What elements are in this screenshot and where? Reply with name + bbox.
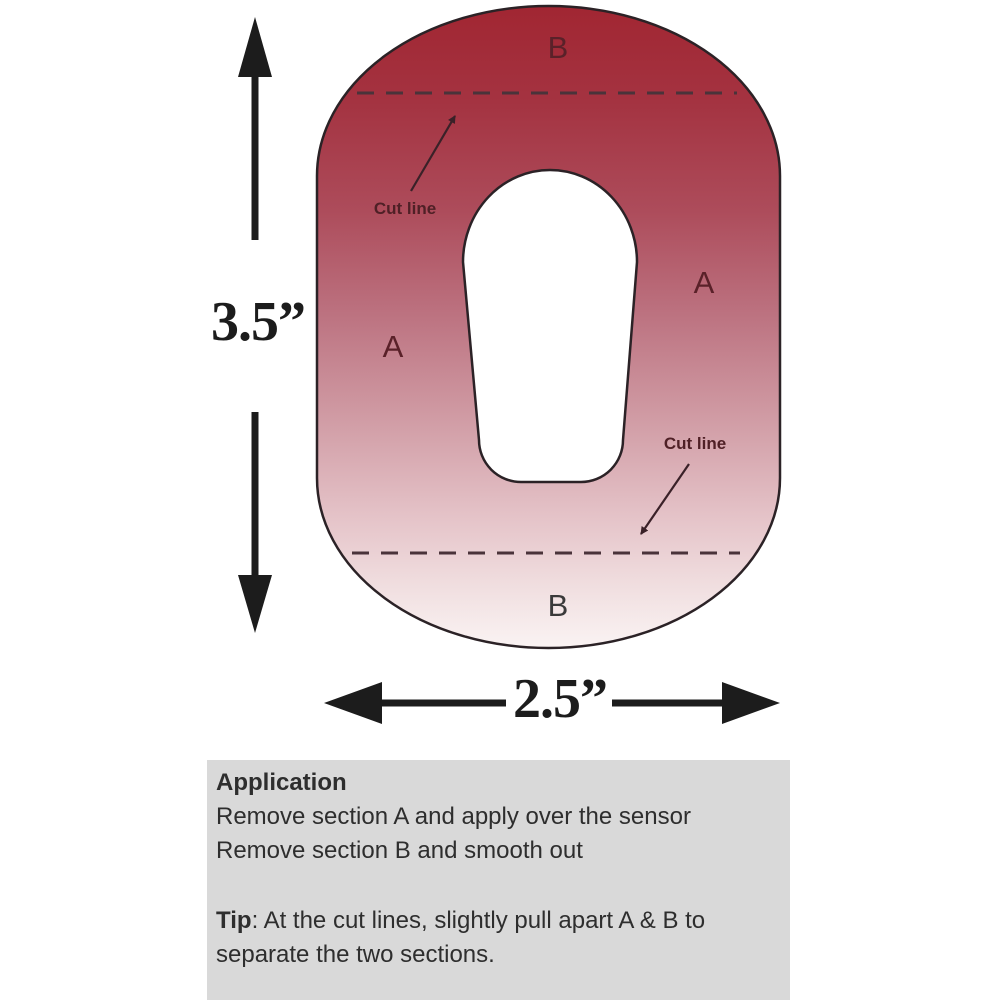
width-arrow-left-head	[324, 682, 382, 724]
instructions-title: Application	[216, 769, 347, 796]
cut-line-label-bottom: Cut line	[663, 434, 727, 453]
height-dimension-label: 3.5”	[211, 291, 305, 353]
height-arrow-down-shaft	[252, 412, 259, 580]
width-arrow-right-head	[722, 682, 780, 724]
section-a-label-left: A	[382, 329, 404, 364]
instruction-line-remove-a: Remove section A and apply over the sensor	[216, 803, 691, 830]
cut-line-label-top: Cut line	[373, 199, 437, 218]
height-arrow-down-head	[238, 575, 272, 633]
height-arrow-up-shaft	[252, 70, 259, 240]
width-arrow-left-shaft	[376, 700, 506, 707]
tip-body: : At the cut lines, slightly pull apart A & B to separate the two sections.	[216, 907, 706, 968]
section-a-label-right: A	[693, 265, 715, 300]
section-b-label-bottom: B	[547, 588, 569, 623]
application-instructions-box	[207, 760, 790, 1000]
width-dimension-label: 2.5”	[513, 668, 607, 730]
section-b-label-top: B	[547, 30, 569, 65]
height-arrow-up-head	[238, 17, 272, 77]
instruction-tip-line	[216, 904, 780, 972]
width-arrow-right-shaft	[612, 700, 728, 707]
tip-label: Tip	[216, 907, 252, 934]
instruction-line-remove-b: Remove section B and smooth out	[216, 837, 583, 864]
